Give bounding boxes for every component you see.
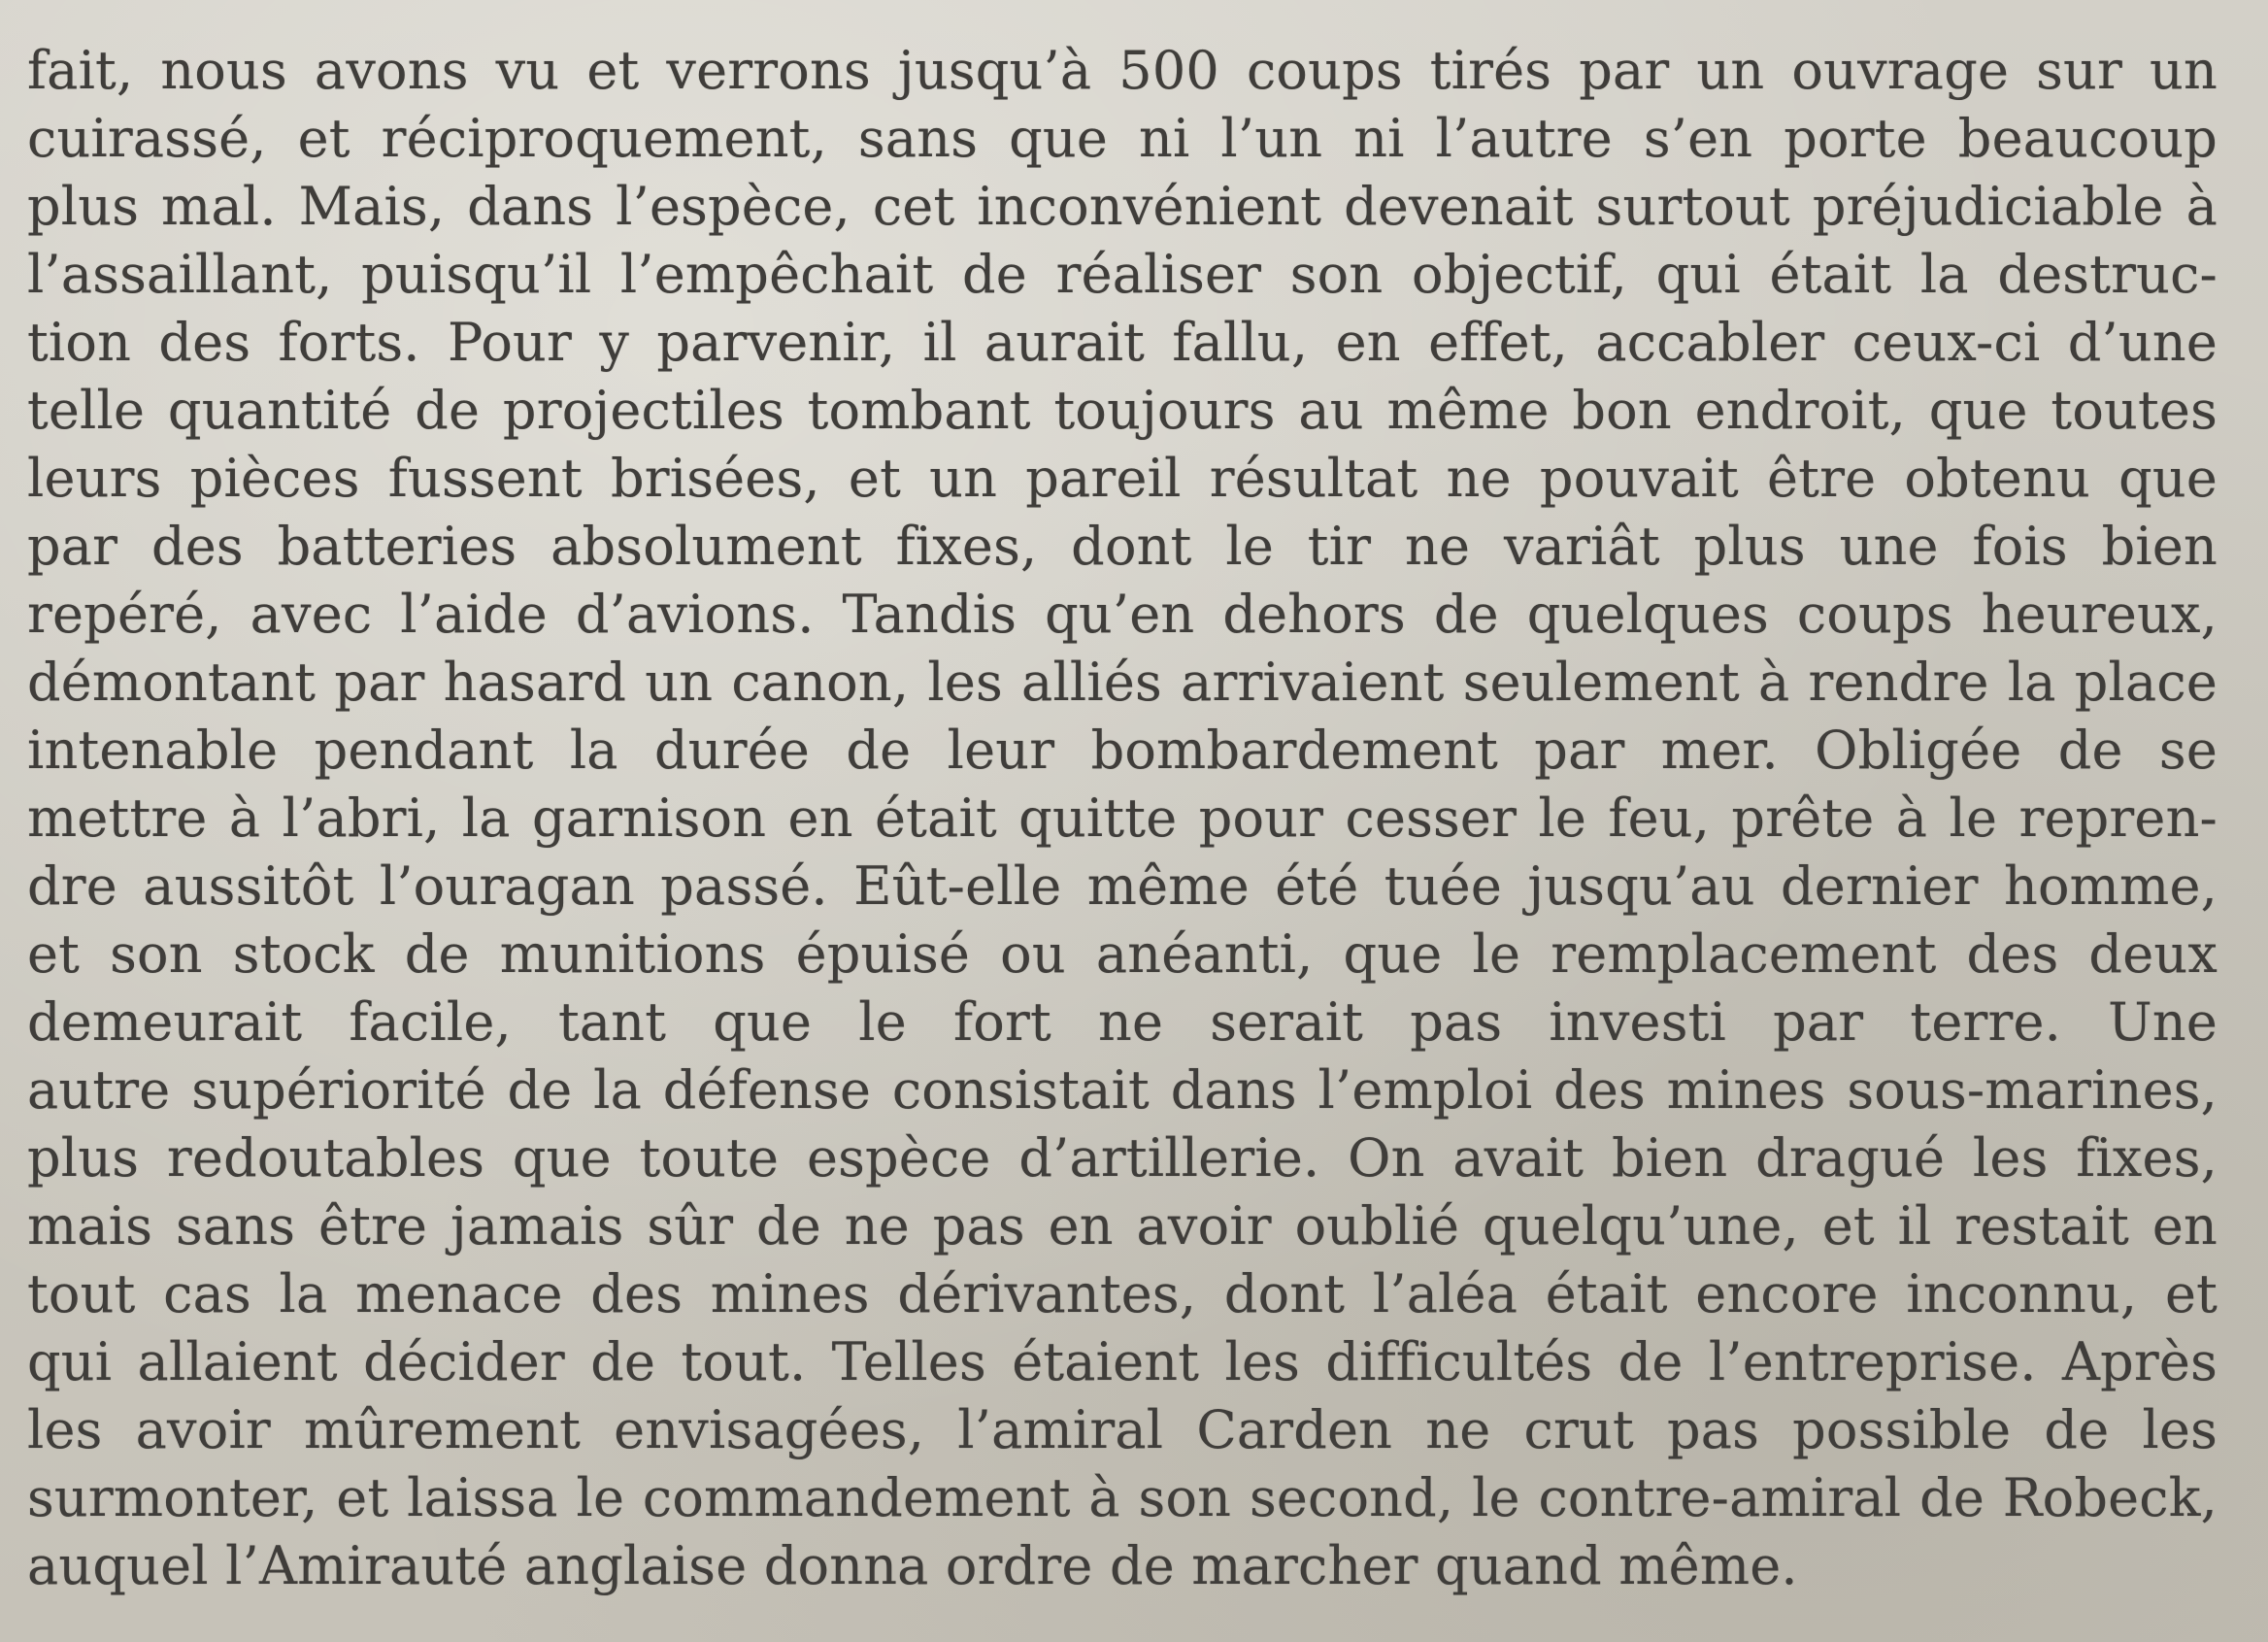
text-line: plus mal. Mais, dans l’espèce, cet inconvénient devenait surtout préjudiciable à [27, 176, 2218, 237]
text-line: auquel l’Amirauté anglaise donna ordre de marcher quand même. [27, 1535, 1798, 1596]
text-line: l’assaillant, puisqu’il l’empêchait de réaliser son objectif, qui était la destruc- [27, 244, 2218, 305]
text-line: demeurait facile, tant que le fort ne serait pas investi par terre. Une [27, 991, 2218, 1053]
text-line: cuirassé, et réciproquement, sans que ni l’un ni l’autre s’en porte beaucoup [27, 108, 2218, 169]
text-line: plus redoutables que toute espèce d’artillerie. On avait bien dragué les fixes, [27, 1127, 2218, 1189]
text-line: tout cas la menace des mines dérivantes, dont l’aléa était encore inconnu, et [27, 1263, 2218, 1324]
body-paragraph [27, 37, 2218, 1600]
text-line: intenable pendant la durée de leur bombardement par mer. Obligée de se [27, 720, 2218, 781]
text-line: par des batteries absolument fixes, dont le tir ne variât plus une fois bien [27, 516, 2218, 577]
text-line: repéré, avec l’aide d’avions. Tandis qu’en dehors de quelques coups heureux, [27, 584, 2218, 645]
text-line: telle quantité de projectiles tombant toujours au même bon endroit, que toutes [27, 380, 2218, 441]
text-line: fait, nous avons vu et verrons jusqu’à 500 coups tirés par un ouvrage sur un [27, 40, 2218, 101]
text-line: leurs pièces fussent brisées, et un pareil résultat ne pouvait être obtenu que [27, 448, 2218, 509]
text-line: mais sans être jamais sûr de ne pas en avoir oublié quelqu’une, et il restait en [27, 1195, 2218, 1257]
text-line: surmonter, et laissa le commandement à son second, le contre-amiral de Robeck, [27, 1467, 2218, 1528]
text-line: et son stock de munitions épuisé ou anéanti, que le remplacement des deux [27, 923, 2218, 985]
text-line: démontant par hasard un canon, les alliés arrivaient seulement à rendre la place [27, 652, 2218, 713]
text-line: mettre à l’abri, la garnison en était quitte pour cesser le feu, prête à le repren- [27, 787, 2218, 849]
text-line: tion des forts. Pour y parvenir, il aurait fallu, en effet, accabler ceux-ci d’une [27, 312, 2218, 373]
text-line: autre supériorité de la défense consistait dans l’emploi des mines sous-marines, [27, 1059, 2218, 1121]
text-line: les avoir mûrement envisagées, l’amiral Carden ne crut pas possible de les [27, 1399, 2218, 1460]
text-line: dre aussitôt l’ouragan passé. Eût-elle même été tuée jusqu’au dernier homme, [27, 855, 2218, 917]
text-line: qui allaient décider de tout. Telles étaient les difficultés de l’entreprise. Après [27, 1331, 2218, 1392]
